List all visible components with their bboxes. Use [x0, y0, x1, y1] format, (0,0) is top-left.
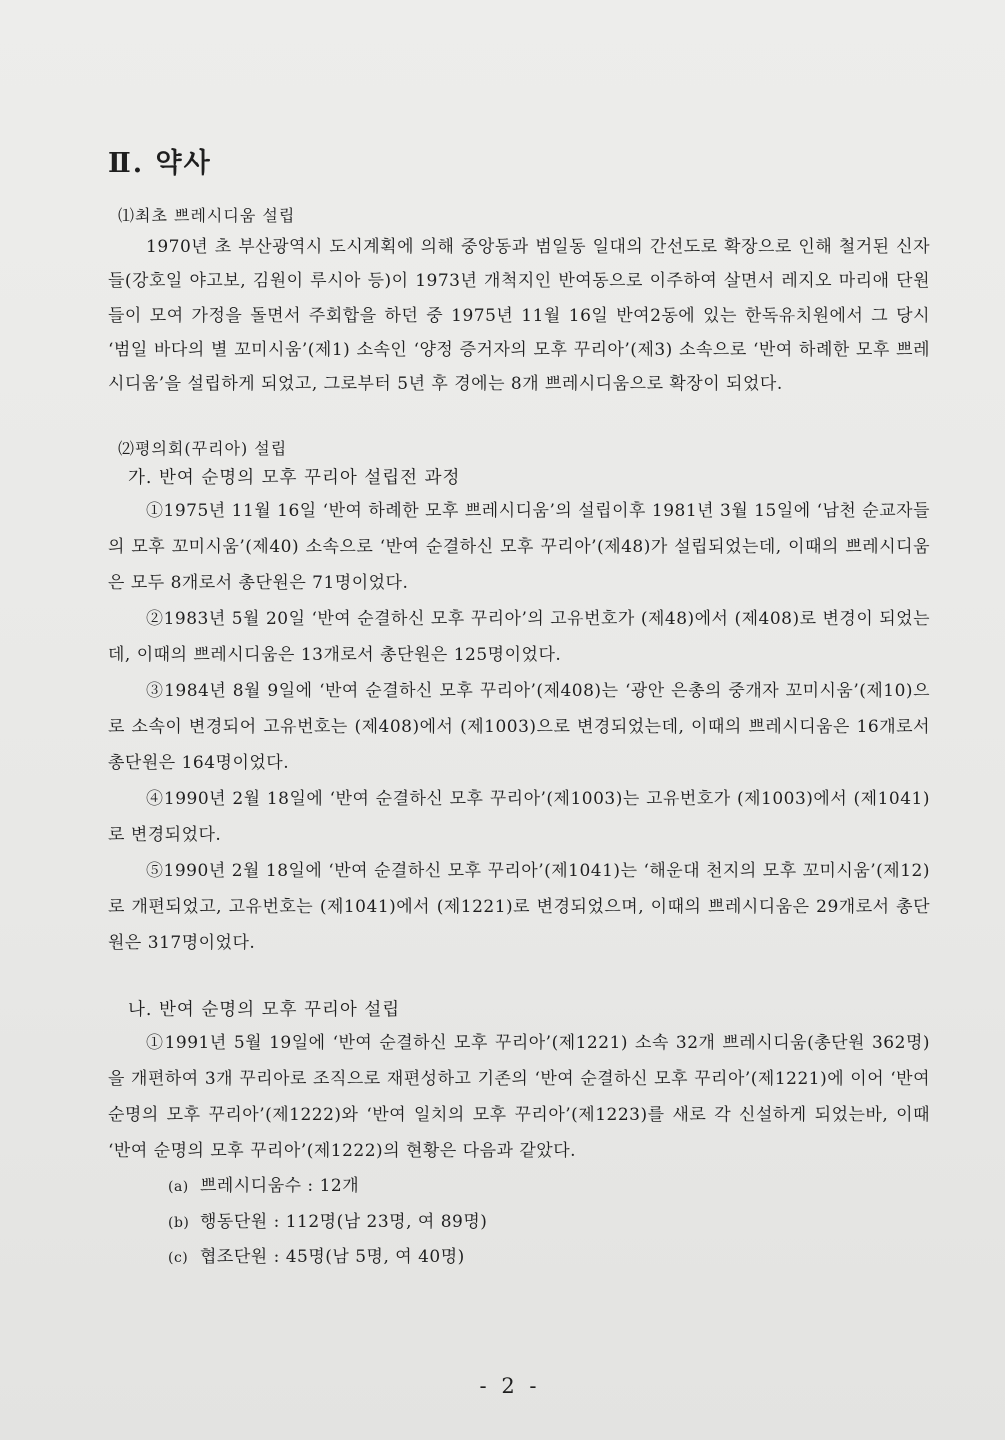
- list-marker: (a): [168, 1179, 189, 1196]
- history-item: ⑤1990년 2월 18일에 ‘반여 순결하신 모후 꾸리아’(제1041)는 ‘해운대 천지의 모후 꼬미시움’(제12)로 개편되었고, 고유번호는 (제1041)에서 (제1221)로 변경되었으며, 이때의 쁘레시디움은 29개로서 총단원은 317명이었다.: [108, 861, 930, 954]
- curia-stats-list: [168, 1169, 930, 1276]
- section-2-heading: ⑵평의회(꾸리아) 설립: [118, 439, 288, 459]
- list-marker: (b): [168, 1214, 190, 1231]
- history-item: ③1984년 8월 9일에 ‘반여 순결하신 모후 꾸리아’(제408)는 ‘광안 은총의 중개자 꼬미시움’(제10)으로 소속이 변경되어 고유번호는 (제408)에서 (제1003)으로 변경되었는데, 이때의 쁘레시디움은 16개로서 총단원은 164명이었다.: [108, 681, 930, 774]
- list-item: [168, 1240, 930, 1276]
- history-item: ④1990년 2월 18일에 ‘반여 순결하신 모후 꾸리아’(제1003)는 고유번호가 (제1003)에서 (제1041)로 변경되었다.: [108, 789, 930, 846]
- list-item-text: 행동단원 : 112명(남 23명, 여 89명): [200, 1211, 488, 1232]
- section-1: [108, 202, 930, 401]
- section-2: [108, 435, 930, 1276]
- list-item: [168, 1205, 930, 1241]
- list-marker: (c): [168, 1250, 189, 1267]
- section-1-paragraph: 1970년 초 부산광역시 도시계획에 의해 중앙동과 범일동 일대의 간선도로 확장으로 인해 철거된 신자들(강호일 야고보, 김원이 루시아 등)이 1973년 개척지인 반여동으로 이주하여 살면서 레지오 마리애 단원들이 모여 가정을 돌면서 주회합을 하던 중 1975년 11월 16일 반여2동에 있는 한독유치원에서 그 당시 ‘범일 바다의 별 꼬미시움’(제1) 소속인 ‘양정 증거자의 모후 꾸리아’(제3) 소속으로 ‘반여 하례한 모후 쁘레시디움’을 설립하게 되었고, 그로부터 5년 후 경에는 8개 쁘레시디움으로 확장이 되었다.: [108, 237, 930, 395]
- spacer: [108, 961, 930, 995]
- history-item: ②1983년 5월 20일 ‘반여 순결하신 모후 꾸리아’의 고유번호가 (제48)에서 (제408)로 변경이 되었는데, 이때의 쁘레시디움은 13개로서 총단원은 125명이었다.: [108, 609, 930, 666]
- list-item-text: 쁘레시디움수 : 12개: [200, 1176, 360, 1197]
- document-body: [108, 146, 930, 1276]
- history-item: ①1975년 11월 16일 ‘반여 하례한 모후 쁘레시디움’의 설립이후 1981년 3월 15일에 ‘남천 순교자들의 모후 꼬미시움’(제40) 소속으로 ‘반여 순결하신 모후 꾸리아’(제48)가 설립되었는데, 이때의 쁘레시디움은 모두 8개로서 총단원은 71명이었다.: [108, 501, 930, 594]
- spacer: [108, 401, 930, 435]
- subsection-a-heading: 가. 반여 순명의 모후 꾸리아 설립전 과정: [128, 468, 461, 489]
- chapter-title: Ⅱ. 약사: [108, 148, 212, 179]
- subsection-b-paragraph: ①1991년 5월 19일에 ‘반여 순결하신 모후 꾸리아’(제1221) 소속 32개 쁘레시디움(총단원 362명)을 개편하여 3개 꾸리아로 조직으로 재편성하고 기존의 ‘반여 순결하신 모후 꾸리아’(제1221)에 이어 ‘반여 순명의 모후 꾸리아’(제1222)와 ‘반여 일치의 모후 꾸리아’(제1223)를 새로 각 신설하게 되었는바, 이때 ‘반여 순명의 모후 꾸리아’(제1222)의 현황은 다음과 같았다.: [108, 1033, 930, 1162]
- section-1-heading: ⑴최초 쁘레시디움 설립: [118, 206, 296, 225]
- list-item: [168, 1169, 930, 1205]
- page-number: - 2 -: [479, 1374, 541, 1398]
- list-item-text: 협조단원 : 45명(남 5명, 여 40명): [200, 1247, 465, 1268]
- subsection-b-heading: 나. 반여 순명의 모후 꾸리아 설립: [128, 1000, 401, 1021]
